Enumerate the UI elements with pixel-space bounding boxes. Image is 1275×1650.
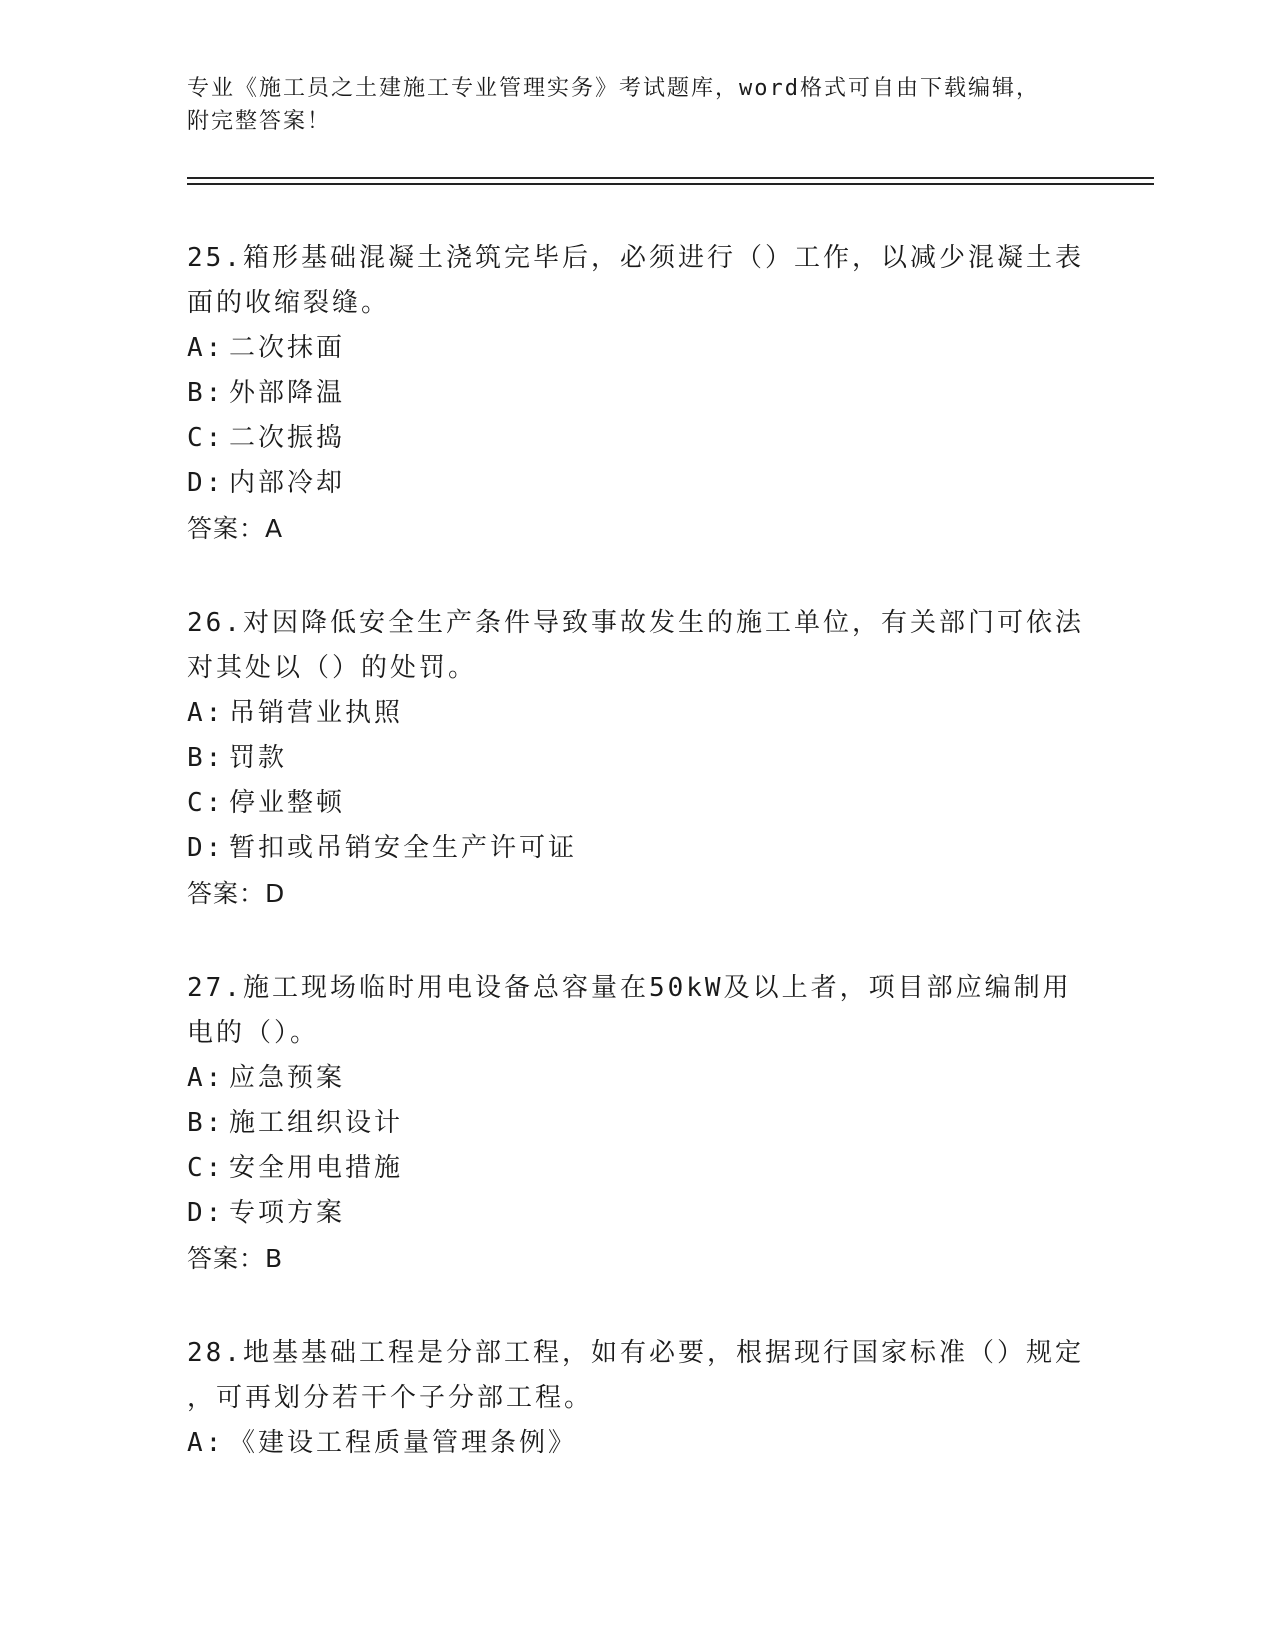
option-text: 应急预案 [229,1063,346,1093]
option-key: D: [187,1198,225,1228]
question-text-line: 26.对因降低安全生产条件导致事故发生的施工单位，有关部门可依法 [187,608,1084,638]
option-c [187,1146,1087,1191]
option-text: 专项方案 [229,1198,346,1228]
question-26 [187,601,1087,916]
header-line-2: 附完整答案！ [187,109,332,134]
option-key: D: [187,833,225,863]
document-header [187,72,1087,138]
question-text-line: 电的（）。 [187,1018,320,1048]
option-text: 二次振捣 [229,423,346,453]
question-text-line: ，可再划分若干个子分部工程。 [187,1383,594,1413]
question-text-line: 28.地基基础工程是分部工程，如有必要，根据现行国家标准（）规定 [187,1338,1084,1368]
answer-line: 答案：B [187,1244,284,1273]
option-text: 安全用电措施 [229,1153,404,1183]
option-a [187,691,1087,736]
option-key: C: [187,788,225,818]
option-a [187,1056,1087,1101]
option-text: 施工组织设计 [229,1108,404,1138]
option-text: 《建设工程质量管理条例》 [229,1428,578,1458]
option-a [187,326,1087,371]
option-key: D: [187,468,225,498]
option-b [187,371,1087,416]
option-a [187,1421,1087,1466]
option-key: A: [187,333,225,363]
option-key: A: [187,1063,225,1093]
header-divider-bottom [187,183,1154,185]
option-d [187,1191,1087,1236]
option-text: 内部冷却 [229,468,346,498]
option-key: B: [187,378,225,408]
option-key: C: [187,1153,225,1183]
option-text: 外部降温 [229,378,346,408]
question-27 [187,966,1087,1281]
option-c [187,781,1087,826]
question-text-line: 25.箱形基础混凝土浇筑完毕后，必须进行（）工作，以减少混凝土表 [187,243,1084,273]
option-b [187,736,1087,781]
option-key: A: [187,1428,225,1458]
option-key: B: [187,743,225,773]
option-d [187,826,1087,871]
option-text: 暂扣或吊销安全生产许可证 [229,833,578,863]
answer-line: 答案：D [187,879,286,908]
option-text: 停业整顿 [229,788,346,818]
option-key: C: [187,423,225,453]
header-line-1: 专业《施工员之土建施工专业管理实务》考试题库，word格式可自由下载编辑， [187,76,1040,101]
option-text: 罚款 [229,743,288,773]
option-key: B: [187,1108,225,1138]
answer-line: 答案：A [187,514,284,543]
option-text: 二次抹面 [229,333,346,363]
option-key: A: [187,698,225,728]
question-list [187,236,1087,1516]
option-text: 吊销营业执照 [229,698,404,728]
header-divider-top [187,177,1154,179]
option-b [187,1101,1087,1146]
question-25 [187,236,1087,551]
option-d [187,461,1087,506]
question-text-line: 面的收缩裂缝。 [187,288,391,318]
question-text-line: 27.施工现场临时用电设备总容量在50kW及以上者，项目部应编制用 [187,973,1072,1003]
option-c [187,416,1087,461]
question-text-line: 对其处以（）的处罚。 [187,653,478,683]
question-28 [187,1331,1087,1466]
